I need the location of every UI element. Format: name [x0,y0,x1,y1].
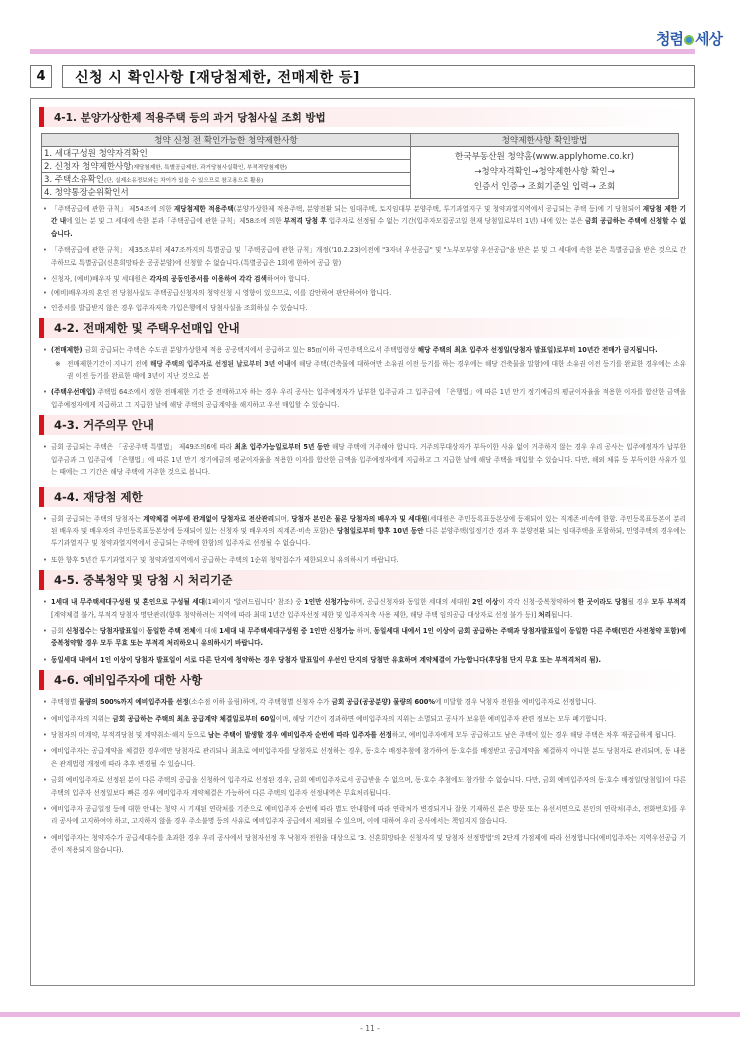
subsection-title: 4-2. 전매제한 및 주택우선매입 안내 [54,321,240,336]
list-item: • 금회 신청접수는 당첨자발표일이 동일한 주택 전체에 대해 1세대 내 무주택세대구성원 중 1인만 신청가능 하며, 동일세대 내에서 1인 이상이 금회 공급하는 주택과 당첨자발표일이 동일한 다른 주택(민간 사전청약 포함)에 중복청약할 경우 모두 무효 또는 부적격 처리하오니 유의하시기 바랍니다. [41,625,686,650]
bullet-list-4-1 [41,203,686,314]
restriction-check-table [41,133,679,199]
subsection-heading-4-3 [39,415,686,435]
brand-logo [656,28,722,49]
list-item: • 예비입주자는 청약자수가 공급세대수를 초과한 경우 우리 공사에서 당첨자선정 후 낙첨자 전원을 대상으로 '3. 신혼희망타운 신청자격 및 당첨자 선정방법'의 2단계 가점제에 따라 선정합니다(예비입주자는 지역우선공급 기준이 적용되지 않습니다). [41,832,686,857]
list-item: • 예비입주자의 지위는 금회 공급하는 주택의 최초 공급계약 체결일로부터 60일이며, 해당 기간이 경과하면 예비입주자의 지위는 소멸되고 공사가 보유한 예비입주자 관련 정보는 모두 폐기합니다. [41,713,686,725]
list-item: • 신청자, (예비)배우자 및 세대원은 각자의 공동인증서를 이용하여 각각 검색하여야 합니다. [41,273,686,285]
red-marker-icon [39,107,44,127]
method-line: 인증서 인증→ 조회기준일 입력→ 조회 [473,182,616,192]
list-item: • 인증서를 발급받지 않은 경우 입주자저축 가입은행에서 당첨사실을 조회하실 수 있습니다. [41,302,686,314]
bullet-list-4-2b [41,386,686,411]
section-title: 신청 시 확인사항 [재당첨제한, 전매제한 등] [62,65,695,88]
list-item: • (주택우선매입) 주택법 64조에서 정한 전매제한 기간 중 전매하고자 하는 경우 우리 공사는 입주예정자가 납부한 입주금과 그 입주금에 「은행법」에 따른 1년 만기 정기예금의 평균이자율을 적용한 이자를 합산한 금액을 입주예정자에게 지급하고 그 지급한 날에 해당 주택의 공급계약을 해지하고 우선 매입할 수 있습니다. [41,386,686,411]
list-item: • 주택형별 물량의 500%까지 예비입주자를 선정(소수점 이하 올림)하며, 각 주택형별 신청자 수가 금회 공급(공공분양) 물량의 600%에 미달할 경우 낙첨자 전원을 예비입주자로 선정합니다. [41,696,686,708]
red-marker-icon [39,318,44,338]
table-header-method: 청약제한사항 확인방법 [411,134,679,147]
subsection-heading-4-2 [39,318,686,338]
red-marker-icon [39,487,44,507]
bullet-list-4-3 [41,441,686,478]
list-item: • 또한 향후 5년간 투기과열지구 및 청약과열지역에서 공급하는 주택의 1순위 청약접수가 제한되오니 유의하시기 바랍니다. [41,554,686,566]
row-label: 1. 세대구성원 청약자격확인 [44,149,148,159]
row-label: 3. 주택소유확인 [44,175,105,185]
row-note: (재당첨제한, 특별공급제한, 과거당첨사실확인, 부적격당첨제한) [131,165,287,171]
list-item: • 금회 공급되는 주택은 「공공주택 특별법」 제49조의6에 따라 최초 입주가능일로부터 5년 동안 해당 주택에 거주해야 합니다. 거주의무대상자가 부득이한 사유 없이 거주하지 않는 경우 우리 공사는 입주예정자가 납부한 입주금과 그 입주금에 「은행법」에 따른 1년 만기 정기예금의 평균이자율을 적용한 이자를 합산한 금액을 입주예정자에게 지급하고 그 지급한 날에 해당 주택을 매입할 수 있습니다. 다만, 해외 체류 등 부득이한 사유가 있는 때에는 그 기간은 해당 주택에 거주한 것으로 봅니다. [41,441,686,478]
list-item: • 1세대 내 무주택세대구성원 및 혼인으로 구성될 세대(1페이지 '알려드립니다' 참조) 중 1인만 신청가능하며, 공급신청자와 동일한 세대의 세대원 2인 이상이 각각 신청·중복청약하여 한 곳이라도 당첨될 경우 모두 부적격[계약체결 불가, 부적격 당첨자 명단관리(향후 청약하려는 지역에 따라 최대 1년간 입주자선정 제한 및 입주자저축 사용 제한, 해당 주택 임의공급 대상자로 선정 불가 등)] 처리됩니다. [41,596,686,621]
red-marker-icon [39,570,44,590]
red-marker-icon [39,670,44,690]
subsection-title: 4-1. 분양가상한제 적용주택 등의 과거 당첨사실 조회 방법 [54,111,326,124]
bullet-list-4-2 [41,344,686,356]
subsection-heading-4-4 [39,487,686,507]
row-note: (단, 실제소유정보와는 차이가 있을 수 있으므로 참고용으로 활용) [104,178,264,184]
table-row [42,147,679,160]
logo-text-part1: 청렴 [656,30,684,48]
table-header-restrictions: 청약 신청 전 확인가능한 청약제한사항 [42,134,411,147]
subsection-title: 4-4. 재당첨 제한 [54,489,143,504]
row-label: 4. 청약통장순위확인서 [44,188,129,198]
list-item: • 예비입주자는 공급계약을 체결한 경우에만 당첨자로 관리되나 최초로 예비입주자를 당첨자로 선정하는 경우, 동·호수 배정추첨에 참가하여 동·호수를 배정받고 공급계약을 체결하지 아니한 분도 당첨자로 관리되며, 동 내용은 관계법령 개정에 따라 추후 변경될 수 있습니다. [41,745,686,770]
section-header [30,65,695,88]
subsection-heading-4-5 [39,570,686,590]
list-item: • 예비입주자 공급일정 등에 대한 안내는 청약 시 기재된 연락처를 기준으로 예비입주자 순번에 따라 별도 안내함에 따라 연락처가 변경되거나 잘못 기재하신 분은 방문 또는 유선서면으로 본인의 연락처(주소, 전화번호)를 우리 공사에 고지하여야 하고, 고지하지 않을 경우 주소불명 등의 사유로 예비입주자 공급에서 제외될 수 있으며, 이에 대하여 우리 공사에서는 책임지지 않습니다. [41,803,686,828]
globe-icon [684,35,694,45]
method-line: 한국부동산원 청약홈(www.applyhome.co.kr) [455,152,634,162]
method-line: →청약자격확인→청약제한사항 확인→ [474,167,615,177]
subsection-heading-4-6 [39,670,686,690]
section-number: 4 [30,65,52,88]
row-label: 2. 신청자 청약제한사항 [44,162,132,172]
subsection-title: 4-5. 중복청약 및 당첨 시 처리기준 [54,573,233,588]
list-item: • 금회 공급되는 주택의 당첨자는 계약체결 여부에 관계없이 당첨자로 전산관리되며, 당첨자 본인은 물론 당첨자의 배우자 및 세대원(세대원은 주민등록표등본상에 등재되어 있는 직계존·비속에 한함. 주민등록표등본이 분리된 배우자 및 배우자의 주민등록표등본상에 등재되어 있는 신청자 및 배우자의 직계존·비속 포함)은 당첨일로부터 향후 10년 동안 다른 분양주택(일정기간 경과 후 분양전환 되는 임대주택을 포함하되, 민영주택의 경우에는 투기과열지구 및 청약과열지역에서 공급되는 주택에 한함)의 입주자로 선정될 수 없습니다. [41,513,686,550]
bullet-list-4-6 [41,696,686,856]
bullet-list-4-4 [41,513,686,567]
list-item: • 「주택공급에 관한 규칙」 제54조에 의한 재당첨제한 적용주택(분양가상한제 적용주택, 분양전환 되는 임대주택, 토지임대부 분양주택, 투기과열지구 및 청약과열지역에서 공급되는 주택 등)에 기 당첨되어 재당첨 제한 기간 내에 있는 분 및 그 세대에 속한 분과「주택공급에 관한 규칙」제58조에 의한 부적격 당첨 후 입주자로 선정될 수 없는 기간(입주자모집공고일 현재 당첨일로부터 1년) 내에 있는 분은 금회 공급하는 주택에 신청할 수 없습니다. [41,203,686,240]
list-item: • (예비)배우자의 혼인 전 당첨사실도 주택공급신청자의 청약신청 시 영향이 있으므로, 이를 감안하여 판단하여야 합니다. [41,287,686,299]
list-item: • 「주택공급에 관한 규칙」 제35조부터 제47조까지의 특별공급 및「주택공급에 관한 규칙」개정('10.2.23)이전에 "3자녀 우선공급" 및 "노부모부양 우선공급"을 받은 분 및 그 세대에 속한 분은 특별공급을 받은 것으로 간주하므로 특별공급(신혼희망타운 공공분양)에 신청할 수 없습니다.(특별공급은 1회에 한하여 공급 함) [41,244,686,269]
page-number: - 11 - [360,1024,380,1033]
subsection-title: 4-6. 예비입주자에 대한 사항 [54,673,203,688]
list-item: • 동일세대 내에서 1인 이상이 당첨자 발표일이 서로 다른 단지에 청약하는 경우 당첨자 발표일이 우선인 단지의 당첨만 유효하며 계약체결이 가능합니다(후당첨 단지 무효 또는 부적격처리 됨). [41,654,686,666]
content-panel [30,98,695,986]
header-divider [30,49,695,54]
bullet-list-4-5 [41,596,686,666]
list-item: • 당첨자의 미계약, 부적격당첨 및 계약취소·해지 등으로 남는 주택이 발생할 경우 예비입주자 순번에 따라 입주자를 선정하고, 예비입주자에게 모두 공급하고도 남은 주택이 있는 경우 해당 주택은 차후 재공급하게 됩니다. [41,729,686,741]
subsection-heading-4-1 [39,107,686,127]
note-item: ※ 전매제한기간이 지나기 전에 해당 주택의 입주자로 선정된 날로부터 3년 이내에 해당 주택(건축물에 대하여만 소유권 이전 등기를 하는 경우에는 해당 건축물을 말함)에 대한 소유권 이전 등기를 완료한 경우에는 소유권 이전 등기를 완료한 때에 3년이 지난 것으로 봄 [49,358,686,383]
list-item: • 금회 예비입주자로 선정된 분이 다른 주택의 공급을 신청하여 입주자로 선정된 경우, 금회 예비입주자로서 공급받을 수 없으며, 동·호수 추첨에도 참가할 수 없습니다. 다만, 금회 예비입주자의 동·호수 배정일(당첨일)이 다른 주택의 입주자 선정일보다 빠른 경우 예비입주자 계약체결은 가능하여 다른 주택의 입주자 선정내역은 무효처리됩니다. [41,774,686,799]
check-method-cell [411,147,679,199]
list-item: • (전매제한) 금회 공급되는 주택은 수도권 분양가상한제 적용 공공택지에서 공급하고 있는 85㎡이하 국민주택으로서 주택법령상 해당 주택의 최초 입주자 선정일(당첨자 발표일)로부터 10년간 전매가 금지됩니다. [41,344,686,356]
footer-divider [0,1012,740,1017]
red-marker-icon [39,415,44,435]
logo-text-part2: 세상 [695,30,722,48]
subsection-title: 4-3. 거주의무 안내 [54,418,154,433]
